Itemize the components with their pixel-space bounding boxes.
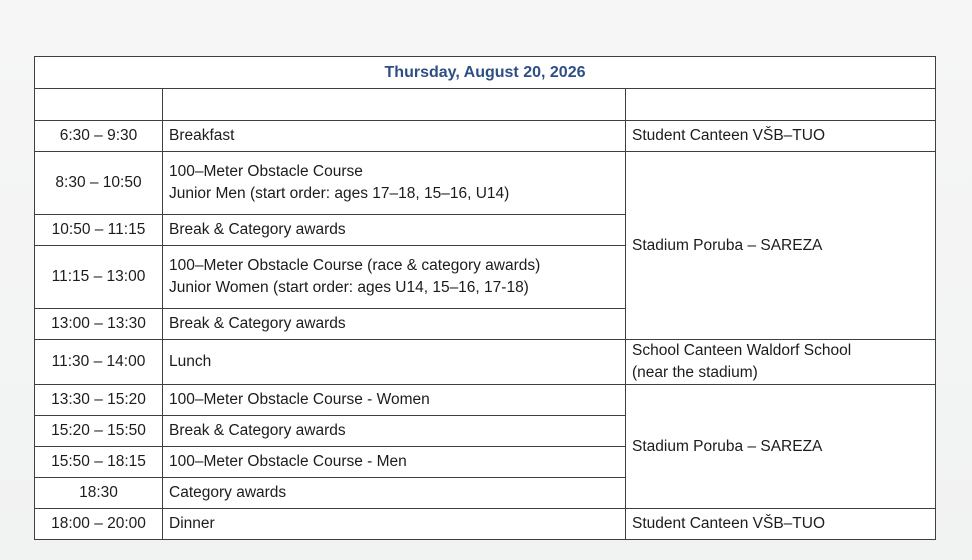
event-cell	[163, 246, 626, 309]
date-header: Thursday, August 20, 2026	[35, 57, 936, 89]
time-cell: 11:30 – 14:00	[35, 340, 163, 385]
time-cell: 8:30 – 10:50	[35, 152, 163, 215]
event-line: Break & Category awards	[169, 422, 346, 439]
location-cell	[626, 385, 936, 509]
event-line: Break & Category awards	[169, 221, 346, 238]
event-cell	[163, 416, 626, 447]
time-cell: 18:00 – 20:00	[35, 509, 163, 540]
location-line: Student Canteen VŠB–TUO	[632, 127, 826, 144]
location-line: (near the stadium)	[632, 364, 758, 381]
time-cell: 11:15 – 13:00	[35, 246, 163, 309]
event-cell	[163, 121, 626, 152]
event-line: Junior Men (start order: ages 17–18, 15–16, U14)	[169, 185, 510, 202]
event-line: Breakfast	[169, 127, 235, 144]
event-line: 100–Meter Obstacle Course	[169, 163, 363, 180]
location-line: School Canteen Waldorf School	[632, 342, 852, 359]
time-cell: 18:30	[35, 478, 163, 509]
event-line: Dinner	[169, 515, 215, 532]
event-line: Break & Category awards	[169, 315, 346, 332]
event-cell	[163, 478, 626, 509]
event-line: 100–Meter Obstacle Course - Men	[169, 453, 407, 470]
time-cell: 15:20 – 15:50	[35, 416, 163, 447]
event-line: Junior Women (start order: ages U14, 15–16, 17-18)	[169, 279, 529, 296]
table-row	[35, 509, 936, 540]
location-line: Student Canteen VŠB–TUO	[632, 515, 826, 532]
location-line: Stadium Poruba – SAREZA	[632, 236, 823, 254]
date-header-row	[35, 57, 936, 89]
event-cell	[163, 152, 626, 215]
event-column-header: Program / Event	[163, 89, 626, 121]
table-row	[35, 121, 936, 152]
event-line: 100–Meter Obstacle Course (race & category awards)	[169, 257, 541, 274]
event-cell	[163, 309, 626, 340]
location-cell	[626, 509, 936, 540]
time-cell: 13:00 – 13:30	[35, 309, 163, 340]
event-cell	[163, 340, 626, 385]
event-cell	[163, 509, 626, 540]
time-column-header: Time	[35, 89, 163, 121]
event-line: Lunch	[169, 353, 212, 370]
table-row	[35, 340, 936, 385]
time-cell: 6:30 – 9:30	[35, 121, 163, 152]
column-header-row	[35, 89, 936, 121]
location-cell	[626, 340, 936, 385]
location-cell	[626, 152, 936, 340]
event-cell	[163, 215, 626, 246]
location-cell	[626, 121, 936, 152]
event-line: 100–Meter Obstacle Course - Women	[169, 391, 430, 408]
location-column-header: Location	[626, 89, 936, 121]
table-row	[35, 152, 936, 215]
time-cell: 13:30 – 15:20	[35, 385, 163, 416]
time-cell: 10:50 – 11:15	[35, 215, 163, 246]
location-line: Stadium Poruba – SAREZA	[632, 437, 823, 455]
event-cell	[163, 447, 626, 478]
event-cell	[163, 385, 626, 416]
schedule-table	[34, 56, 936, 540]
event-line: Category awards	[169, 484, 287, 501]
table-row	[35, 385, 936, 416]
time-cell: 15:50 – 18:15	[35, 447, 163, 478]
